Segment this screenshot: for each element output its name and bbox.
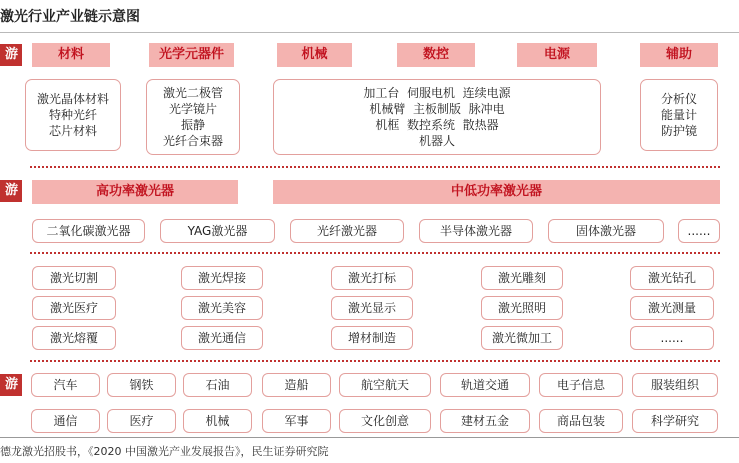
auxiliary-item: 能量计 — [660, 108, 697, 122]
optics-item: 振静 — [180, 118, 205, 132]
header-machinery: 机械 — [277, 43, 352, 67]
industry-item: 轨道交通 — [440, 373, 530, 397]
machinery-cnc-power-box — [273, 79, 601, 155]
application-item: 激光照明 — [481, 296, 563, 320]
industry-item: 科学研究 — [632, 409, 718, 433]
header-high-power-laser: 高功率激光器 — [32, 180, 238, 204]
industry-item: 医疗 — [107, 409, 176, 433]
components-line: 机器人 — [418, 134, 455, 148]
industry-item: 机械 — [183, 409, 252, 433]
application-item: 激光钻孔 — [630, 266, 714, 290]
side-label-downstream: 游 — [0, 374, 22, 396]
auxiliary-item: 分析仪 — [660, 92, 697, 106]
application-item: 激光医疗 — [32, 296, 116, 320]
header-optics: 光学元器件 — [149, 43, 234, 67]
industry-item: 服装组织 — [632, 373, 718, 397]
materials-box — [25, 79, 121, 151]
materials-item: 特种光纤 — [48, 108, 97, 122]
application-item: 激光雕刻 — [481, 266, 563, 290]
source-note: 德龙激光招股书，《2020 中国激光产业发展报告》，民生证券研究院 — [0, 445, 329, 458]
header-auxiliary: 辅助 — [640, 43, 718, 67]
application-item: 激光熔覆 — [32, 326, 116, 350]
header-power: 电源 — [517, 43, 597, 67]
industry-item: 钢铁 — [107, 373, 176, 397]
laser-type-fiber: 光纤激光器 — [290, 219, 404, 243]
optics-item: 光学镜片 — [168, 102, 217, 116]
industry-item: 文化创意 — [339, 409, 431, 433]
optics-box — [146, 79, 240, 155]
optics-item: 光纤合束器 — [162, 134, 223, 148]
section-divider — [30, 360, 720, 362]
industry-item: 军事 — [262, 409, 331, 433]
title-divider — [0, 32, 739, 33]
laser-type-co2: 二氧化碳激光器 — [32, 219, 145, 243]
header-mid-low-power-laser: 中低功率激光器 — [273, 180, 720, 204]
auxiliary-item: 防护镜 — [660, 124, 697, 138]
application-item: 激光打标 — [331, 266, 413, 290]
application-item: 激光焊接 — [181, 266, 263, 290]
optics-item: 激光二极管 — [162, 86, 223, 100]
application-item: 增材制造 — [331, 326, 413, 350]
industry-item: 商品包装 — [539, 409, 623, 433]
industry-item: 建材五金 — [440, 409, 530, 433]
application-item: 激光微加工 — [481, 326, 563, 350]
laser-type-more: ...... — [678, 219, 720, 243]
industry-item: 造船 — [262, 373, 331, 397]
materials-item: 激光晶体材料 — [36, 92, 109, 106]
components-line: 机框 数控系统 散热器 — [375, 118, 499, 132]
side-label-upstream: 游 — [0, 44, 22, 66]
footer-divider — [0, 437, 739, 438]
section-divider — [30, 252, 720, 254]
industry-item: 电子信息 — [539, 373, 623, 397]
industry-item: 汽车 — [31, 373, 100, 397]
application-item: 激光通信 — [181, 326, 263, 350]
auxiliary-box — [640, 79, 718, 151]
application-item: 激光显示 — [331, 296, 413, 320]
application-item: 激光切割 — [32, 266, 116, 290]
application-item: ...... — [630, 326, 714, 350]
header-materials: 材料 — [32, 43, 110, 67]
section-divider — [30, 166, 720, 168]
industry-item: 航空航天 — [339, 373, 431, 397]
page-title: 激光行业产业链示意图 — [0, 9, 140, 25]
laser-type-solid: 固体激光器 — [548, 219, 664, 243]
side-label-midstream: 游 — [0, 180, 22, 202]
application-item: 激光美容 — [181, 296, 263, 320]
components-line: 机械臂 主板制版 脉冲电 — [369, 102, 505, 116]
laser-type-yag: YAG激光器 — [160, 219, 275, 243]
components-line: 加工台 伺服电机 连续电源 — [363, 86, 511, 100]
industry-item: 通信 — [31, 409, 100, 433]
industry-item: 石油 — [183, 373, 252, 397]
laser-type-semiconductor: 半导体激光器 — [419, 219, 533, 243]
header-cnc: 数控 — [397, 43, 475, 67]
application-item: 激光测量 — [630, 296, 714, 320]
materials-item: 芯片材料 — [48, 124, 97, 138]
